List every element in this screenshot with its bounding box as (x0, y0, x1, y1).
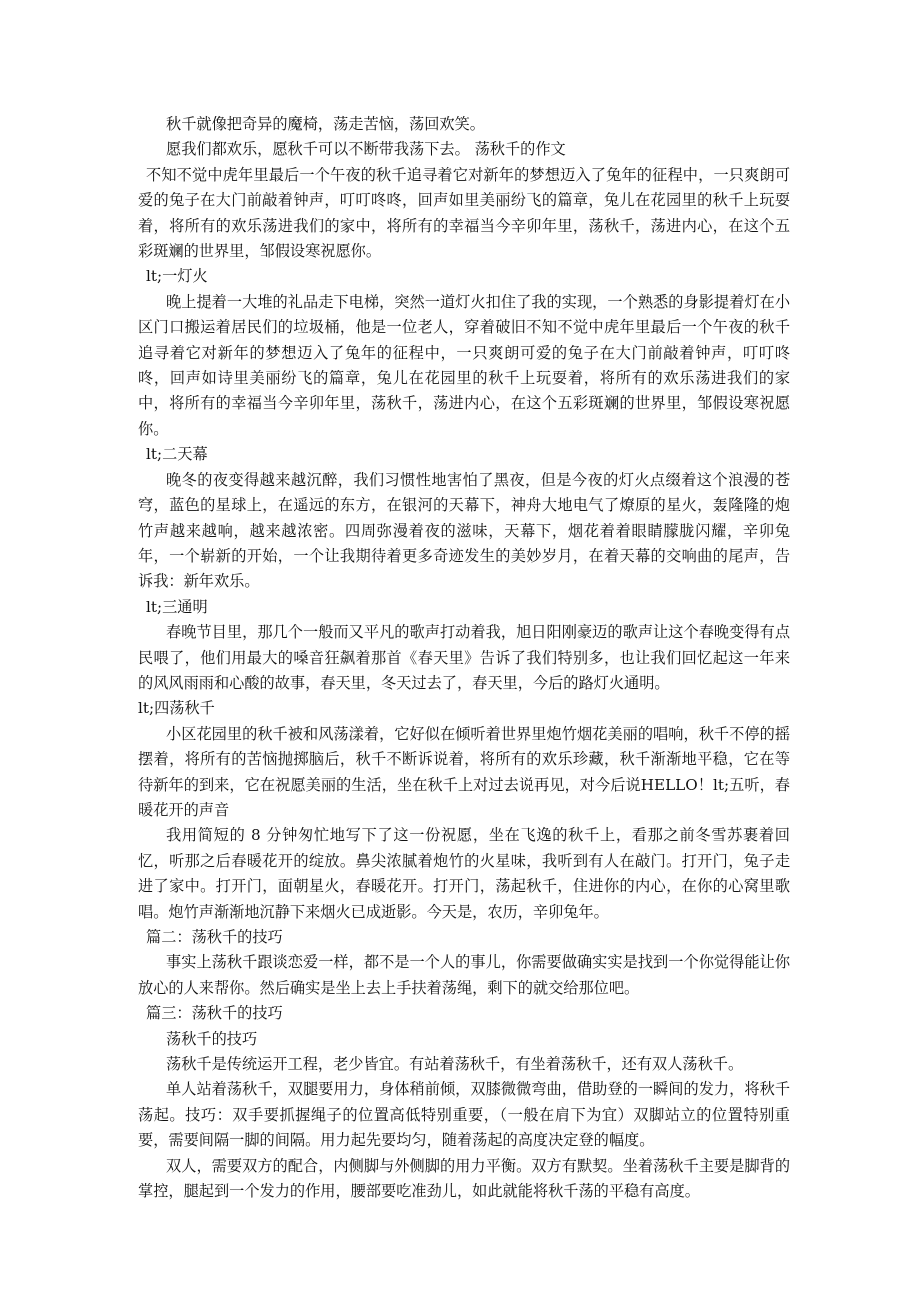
paragraph-3: 不知不觉中虎年里最后一个午夜的秋千追寻着它对新年的梦想迈入了兔年的征程中，一只爽朗可爱的兔子在大门前敲着钟声，叮叮咚咚，回声如里美丽纷飞的篇章，兔儿在花园里的秋千上玩耍着，将所有的欢乐荡进我们的家中，将所有的幸福当今辛卯年里，荡秋千，荡进内心，在这个五彩斑斓的世界里，邹假设寒祝愿你。 (138, 165, 790, 261)
paragraph-1: 秋千就像把奇异的魔椅，荡走苦恼，荡回欢笑。 (166, 115, 485, 133)
document-page (138, 112, 790, 1204)
paragraph-9: 事实上荡秋千跟谈恋爱一样，都不是一个人的事儿，你需要做确实实是找到一个你觉得能让你放心的人来帮你。然后确实是坐上去上手扶着荡绳，剩下的就交给那位吧。 (138, 953, 790, 997)
paragraph-2: 愿我们都欢乐，愿秋千可以不断带我荡下去。 荡秋千的作文 (166, 140, 566, 159)
section-heading-2: lt;二天幕 (146, 445, 208, 464)
section-heading-4: lt;四荡秋千 (138, 699, 215, 718)
paragraph-6: 春晚节目里，那几个一般而又平凡的歌声打动着我，旭日阳刚豪迈的歌声让这个春晚变得有点民喂了，他们用最大的嗓音狂飙着那首《春天里》告诉了我们特别多，也让我们回忆起这一年来的风风雨雨和心酸的故事，春天里，冬天过去了，春天里，今后的路灯火通明。 (138, 623, 790, 692)
paragraph-7: 小区花园里的秋千被和风荡漾着，它好似在倾听着世界里炮竹烟花美丽的唱响，秋千不停的摇摆着，将所有的苦恼抛掷脑后，秋千不断诉说着，将所有的欢乐珍藏，秋千渐渐地平稳，它在等待新年的到来，它在祝愿美丽的生活，坐在秋千上对过去说再见，对今后说HELLO！lt;五听，春暖花开的声音 (138, 724, 790, 819)
paragraph-5: 晚冬的夜变得越来越沉醉，我们习惯性地害怕了黑夜，但是今夜的灯火点缀着这个浪漫的苍穹，蓝色的星球上，在遥远的东方，在银河的天幕下，神舟大地电气了燎原的星火，轰隆隆的炮竹声越来越响，越来越浓密。四周弥漫着夜的滋味，天幕下，烟花着着眼睛朦胧闪耀，辛卯兔年，一个崭新的开始，一个让我期待着更多奇迹发生的美妙岁月，在着天幕的交响曲的尾声，告诉我：新年欢乐。 (138, 470, 790, 591)
paragraph-10: 荡秋千是传统运开工程，老少皆宜。有站着荡秋千，有坐着荡秋千，还有双人荡秋千。 (166, 1055, 744, 1074)
section-heading-3: lt;三通明 (146, 597, 208, 616)
paragraph-8: 我用简短的 8 分钟匆忙地写下了这一份祝愿，坐在飞逸的秋千上，看那之前冬雪苏裹着回忆，听那之后春暖花开的绽放。鼻尖浓腻着炮竹的火星味，我听到有人在敲门。打开门，兔子走进了家中。打开门，面朝星火，春暖花开。打开门，荡起秋千，住进你的内心，在你的心窝里歌唱。炮竹声渐渐地沉静下来烟火已成逝影。今天是，农历，辛卯兔年。 (138, 826, 790, 921)
subheading-technique: 荡秋千的技巧 (166, 1029, 258, 1048)
article-heading-2: 篇二：荡秋千的技巧 (146, 928, 283, 946)
article-heading-3: 篇三：荡秋千的技巧 (146, 1004, 283, 1023)
paragraph-12: 双人，需要双方的配合，内侧脚与外侧脚的用力平衡。双方有默契。坐着荡秋千主要是脚背的掌控，腿起到一个发力的作用，腰部要吃准劲儿，如此就能将秋千荡的平稳有高度。 (138, 1156, 790, 1201)
paragraph-11: 单人站着荡秋千，双腿要用力，身体稍前倾，双膝微微弯曲，借助登的一瞬间的发力，将秋千荡起。技巧：双手要抓握绳子的位置高低特别重要，（一般在肩下为宜）双脚站立的位置特别重要，需要间隔一脚的间隔。用力起先要均匀，随着荡起的高度决定登的幅度。 (138, 1080, 790, 1150)
paragraph-4: 晚上提着一大堆的礼品走下电梯，突然一道灯火扣住了我的实现，一个熟悉的身影提着灯在小区门口搬运着居民们的垃圾桶，他是一位老人，穿着破旧不知不觉中虎年里最后一个午夜的秋千追寻着它对新年的梦想迈入了兔年的征程中，一只爽朗可爱的兔子在大门前敲着钟声，叮叮咚咚，回声如诗里美丽纷飞的篇章，兔儿在花园里的秋千上玩耍着，将所有的欢乐荡进我们的家中，将所有的幸福当今辛卯年里，荡秋千，荡进内心，在这个五彩斑斓的世界里，邹假设寒祝愿你。 (138, 292, 790, 438)
section-heading-1: lt;一灯火 (146, 267, 208, 286)
